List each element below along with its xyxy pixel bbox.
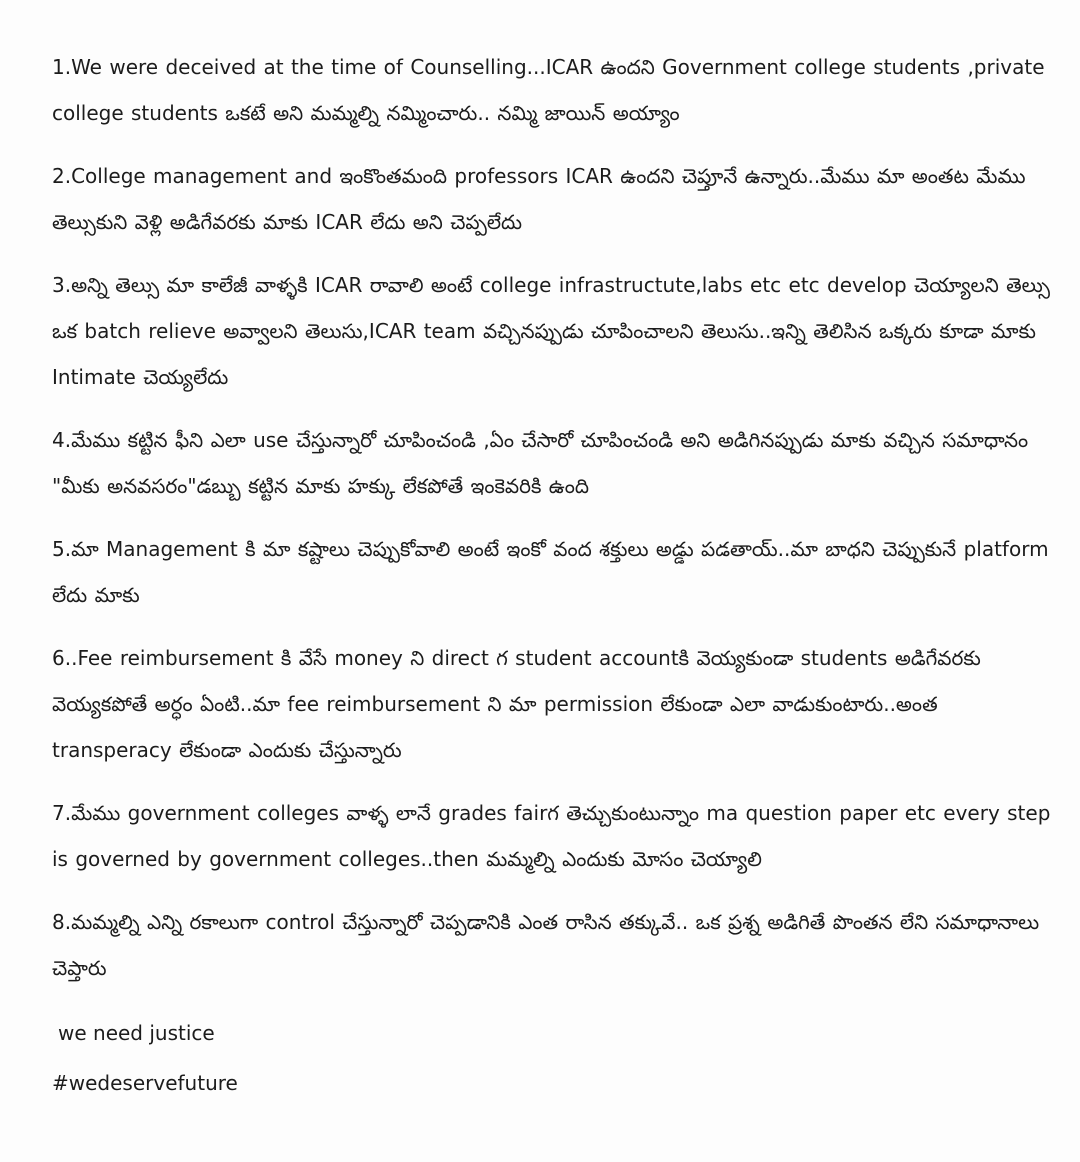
- point-5: 5.మా Management కి మా కష్టాలు చెప్పుకోవాలి అంటే ఇంకో వంద శక్తులు అడ్డు పడతాయ్..మా బాధని చెప్పుకునే platform లేదు మాకు: [52, 537, 1049, 607]
- point-1: 1.We were deceived at the time of Counselling...ICAR ఉందని Government college students ,private college students ఒకటే అని మమ్మల్ని నమ్మించారు.. నమ్మి జాయిన్ అయ్యాం: [52, 55, 1045, 125]
- hashtag: #wedeservefuture: [52, 1071, 238, 1095]
- point-3: 3.అన్ని తెల్సు మా కాలేజీ వాళ్ళకి ICAR రావాలి అంటే college infrastructute,labs etc etc develop చెయ్యాలని తెల్సు ఒక batch relieve అవ్వాలని తెలుసు,ICAR team వచ్చినప్పుడు చూపించాలని తెలుసు..ఇన్ని తెలిసిన ఒక్కరు కూడా మాకు Intimate చెయ్యలేదు: [52, 273, 1050, 389]
- point-8: 8.మమ్మల్ని ఎన్ని రకాలుగా control చేస్తున్నారో చెప్పడానికి ఎంత రాసిన తక్కువే.. ఒక ప్రశ్న అడిగితే పొంతన లేని సమాధానాలు చెప్తారు: [52, 910, 1040, 980]
- point-4: 4.మేము కట్టిన ఫీని ఎలా use చేస్తున్నారో చూపించండి ,ఏం చేసారో చూపించండి అని అడిగినప్పుడు మాకు వచ్చిన సమాధానం "మీకు అనవసరం"డబ్బు కట్టిన మాకు హక్కు లేకపోతే ఇంకెవరికి ఉంది: [52, 428, 1029, 498]
- point-2: 2.College management and ఇంకొంతమంది professors ICAR ఉందని చెప్తూనే ఉన్నారు..మేము మా అంతట మేము తెల్సుకుని వెళ్లి అడిగేవరకు మాకు ICAR లేదు అని చెప్పలేదు: [52, 164, 1026, 234]
- point-7: 7.మేము government colleges వాళ్ళ లానే grades fairగ తెచ్చుకుంటున్నాం ma question paper etc every step is governed by government colleges..then మమ్మల్ని ఎందుకు మోసం చెయ్యాలి: [52, 801, 1051, 871]
- document-body: [52, 44, 1062, 1108]
- closing-line: we need justice: [58, 1021, 215, 1045]
- point-6: 6..Fee reimbursement కి వేసే money ని direct గ student accountకి వెయ్యకుండా students అడిగేవరకు వెయ్యకపోతే అర్ధం ఏంటి..మా fee reimbursement ని మా permission లేకుండా ఎలా వాడుకుంటారు..అంత transperacy లేకుండా ఎందుకు చేస్తున్నారు: [52, 646, 981, 762]
